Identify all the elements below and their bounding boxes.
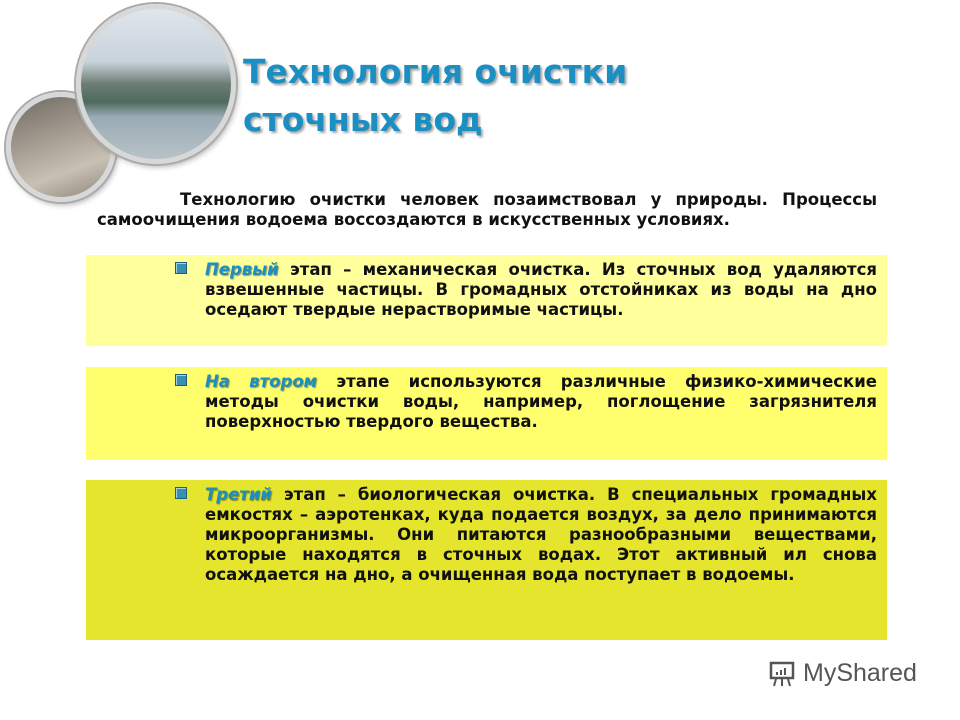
stage-box-3 (86, 480, 887, 640)
bullet-icon (175, 374, 187, 386)
stage-box-1 (86, 255, 887, 346)
stage-text: этап – механическая очистка. Из сточных вод удаляются взвешенные частицы. В громадных отстойниках из воды на дно оседают твердые нерастворимые частицы. (205, 260, 877, 319)
port-photo (76, 4, 236, 164)
myshared-watermark (767, 658, 917, 688)
stage-highlight: На втором (205, 372, 318, 391)
intro-text: Технологию очистки человек позаимствовал у природы. Процессы самоочищения водоема воссоздаются в искусственных условиях. (97, 190, 877, 229)
bullet-icon (175, 487, 187, 499)
stage-highlight: Первый (205, 260, 279, 279)
presentation-board-icon (767, 658, 797, 688)
title-line-2: сточных вод (243, 100, 483, 139)
stage-text: этап – биологическая очистка. В специальных громадных емкостях – аэротенках, куда подается воздух, за дело принимаются микроорганизмы. Они питаются разнообразными веществами, которые находятся в сточных водах. Этот активный ил снова осаждается на дно, а очищенная вода поступает в водоемы. (205, 485, 877, 584)
slide-title (243, 48, 627, 144)
title-line-1: Технология очистки (243, 52, 628, 91)
stage-highlight: Третий (205, 485, 272, 504)
stage-text: этапе используются различные физико-химические методы очистки воды, например, поглощение загрязнителя поверхностью твердого вещества. (205, 372, 877, 431)
watermark-text: MyShared (803, 658, 917, 687)
bullet-icon (175, 262, 187, 274)
stage-box-2 (86, 367, 887, 460)
